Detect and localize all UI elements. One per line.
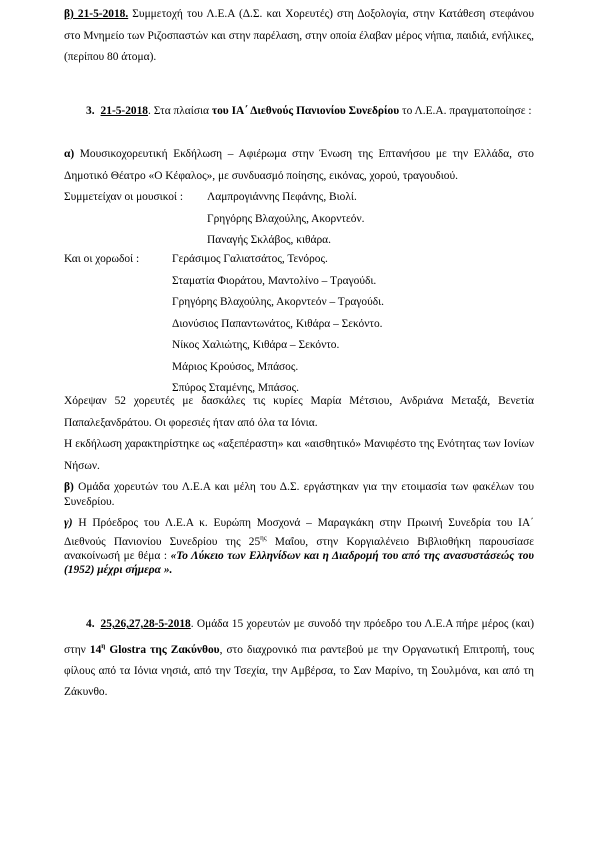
section-3-c-sup: ης bbox=[260, 533, 267, 542]
musician-item: Λαμπρογιάννης Πεφάνης, Βιολί. bbox=[207, 191, 357, 203]
section-3-c-title: «Το Λύκειο των Ελληνίδων και η Διαδρομή του από της ανασυστάσεώς του (1952) μέχρι σήμερα ». bbox=[64, 549, 535, 577]
section-b-text: Συμμετοχή του Λ.Ε.Α (Δ.Σ. και Χορευτές) στη Δοξολογία, στην Κατάθεση στεφάνου στο Μνημείο των Ριζοσπαστών και στην παρέλαση, στην οποία έλαβαν μέρος νήπια, παιδιά, ενήλικες, (περίπου 80 άτομα). bbox=[64, 8, 534, 63]
section-3-c-lead: γ) bbox=[64, 517, 73, 529]
section-b-lead: β) 21-5-2018. bbox=[64, 8, 129, 20]
section-4-bold1: 14 bbox=[89, 643, 102, 656]
section-3-b-lead: β) bbox=[64, 481, 74, 493]
section-4-date: 25,26,27,28-5-2018 bbox=[100, 618, 191, 630]
musicians-list bbox=[207, 187, 364, 252]
section-4-glostra: Glostra της Ζακύνθου bbox=[105, 643, 220, 656]
section-3-c-text1: Η Πρόεδρος του Λ.Ε.Α κ. Ευρώπη Μοσχονά – Μαραγκάκη στην Πρωινή Συνεδρία του ΙΑ΄ Διεθνούς Πανιονίου Συνεδρίου της 25 bbox=[64, 517, 534, 548]
section-3-pre: . Στα πλαίσια bbox=[148, 105, 212, 117]
musicians-label: Συμμετείχαν οι μουσικοί : bbox=[64, 191, 183, 203]
event-paragraph: Η εκδήλωση χαρακτηρίστηκε ως «αξεπέραστη» και «αισθητικό» Μανιφέστο της Ενότητας των Ιονίων Νήσων. bbox=[64, 438, 534, 472]
singer-item: Διονύσιος Παπαντωνάτος, Κιθάρα – Σεκόντο. bbox=[172, 317, 383, 330]
musician-item: Παναγής Σκλάβος, κιθάρα. bbox=[207, 234, 331, 246]
section-3-congress: του ΙΑ΄ Διεθνούς Πανιονίου Συνεδρίου bbox=[211, 105, 400, 117]
section-3-c-text2: Μαΐου, στην Κοργιαλένειο Βιβλιοθήκη παρουσίασε ανακοίνωσή με θέμα : bbox=[64, 535, 534, 562]
section-4-sup: η bbox=[101, 641, 106, 650]
section-3-post: το Λ.Ε.Α. πραγματοποίησε : bbox=[399, 105, 532, 117]
singer-item: Γρηγόρης Βλαχούλης, Ακορντεόν – Τραγούδι. bbox=[172, 296, 385, 308]
singer-item: Σταματία Φιοράτου, Μαντολίνο – Τραγούδι. bbox=[172, 274, 377, 287]
section-b-21-5-2018 bbox=[64, 4, 534, 69]
section-3-date: 21-5-2018 bbox=[100, 105, 149, 117]
section-3-b bbox=[64, 480, 534, 509]
section-3-a bbox=[64, 144, 534, 187]
singer-item: Γεράσιμος Γαλιατσάτος, Τενόρος. bbox=[172, 253, 328, 265]
singer-item: Σπύρος Σταμένης, Μπάσος. bbox=[172, 382, 299, 394]
section-4 bbox=[64, 614, 534, 704]
dancers-paragraph: Χόρεψαν 52 χορευτές με δασκάλες τις κυρίες Μαρία Μέτσιου, Ανδριάνα Μεταξά, Βενετία Παπαλεξανδράτου. Οι φορεσιές ήταν από όλα τα Ιόνια. bbox=[64, 395, 534, 429]
section-3-number: 3. bbox=[86, 105, 95, 117]
section-3-a-lead: α) bbox=[64, 148, 75, 160]
section-3-c bbox=[64, 516, 534, 578]
musician-item: Γρηγόρης Βλαχούλης, Ακορντεόν. bbox=[207, 212, 365, 225]
section-4-text2: , στο διαχρονικό πια ραντεβού με την Οργανωτική Επιτροπή, τους φίλους από τα Ιόνια νησιά, από την Τσεχία, την Αμβέρσα, το Σαν Μαρίνο, τη Σουλμόνα, και από τη Ζάκυνθο. bbox=[64, 643, 534, 699]
singers-list bbox=[172, 249, 384, 400]
section-3-intro bbox=[64, 101, 534, 123]
section-4-number: 4. bbox=[86, 618, 95, 630]
singer-item: Μάριος Κρούσος, Μπάσος. bbox=[172, 360, 299, 373]
singers-label: Και οι χορωδοί : bbox=[64, 253, 140, 265]
section-4-text1: . Ομάδα 15 χορευτών με συνοδό την πρόεδρο του Λ.Ε.Α πήρε μέρος (και) στην bbox=[64, 618, 534, 656]
section-3-b-text: Ομάδα χορευτών του Λ.Ε.Α και μέλη του Δ.Σ. εργάστηκαν για την ετοιμασία των φακέλων του Συνεδρίου. bbox=[64, 481, 534, 508]
singer-item: Νίκος Χαλιώτης, Κιθάρα – Σεκόντο. bbox=[172, 339, 340, 351]
section-3-a-text: Μουσικοχορευτική Εκδήλωση – Αφιέρωμα στην Ένωση της Επτανήσου με την Ελλάδα, στο Δημοτικό Θέατρο «Ο Κέφαλος», με συνδυασμό ποίησης, εικόνας, χορού, τραγουδιού. bbox=[64, 148, 534, 182]
